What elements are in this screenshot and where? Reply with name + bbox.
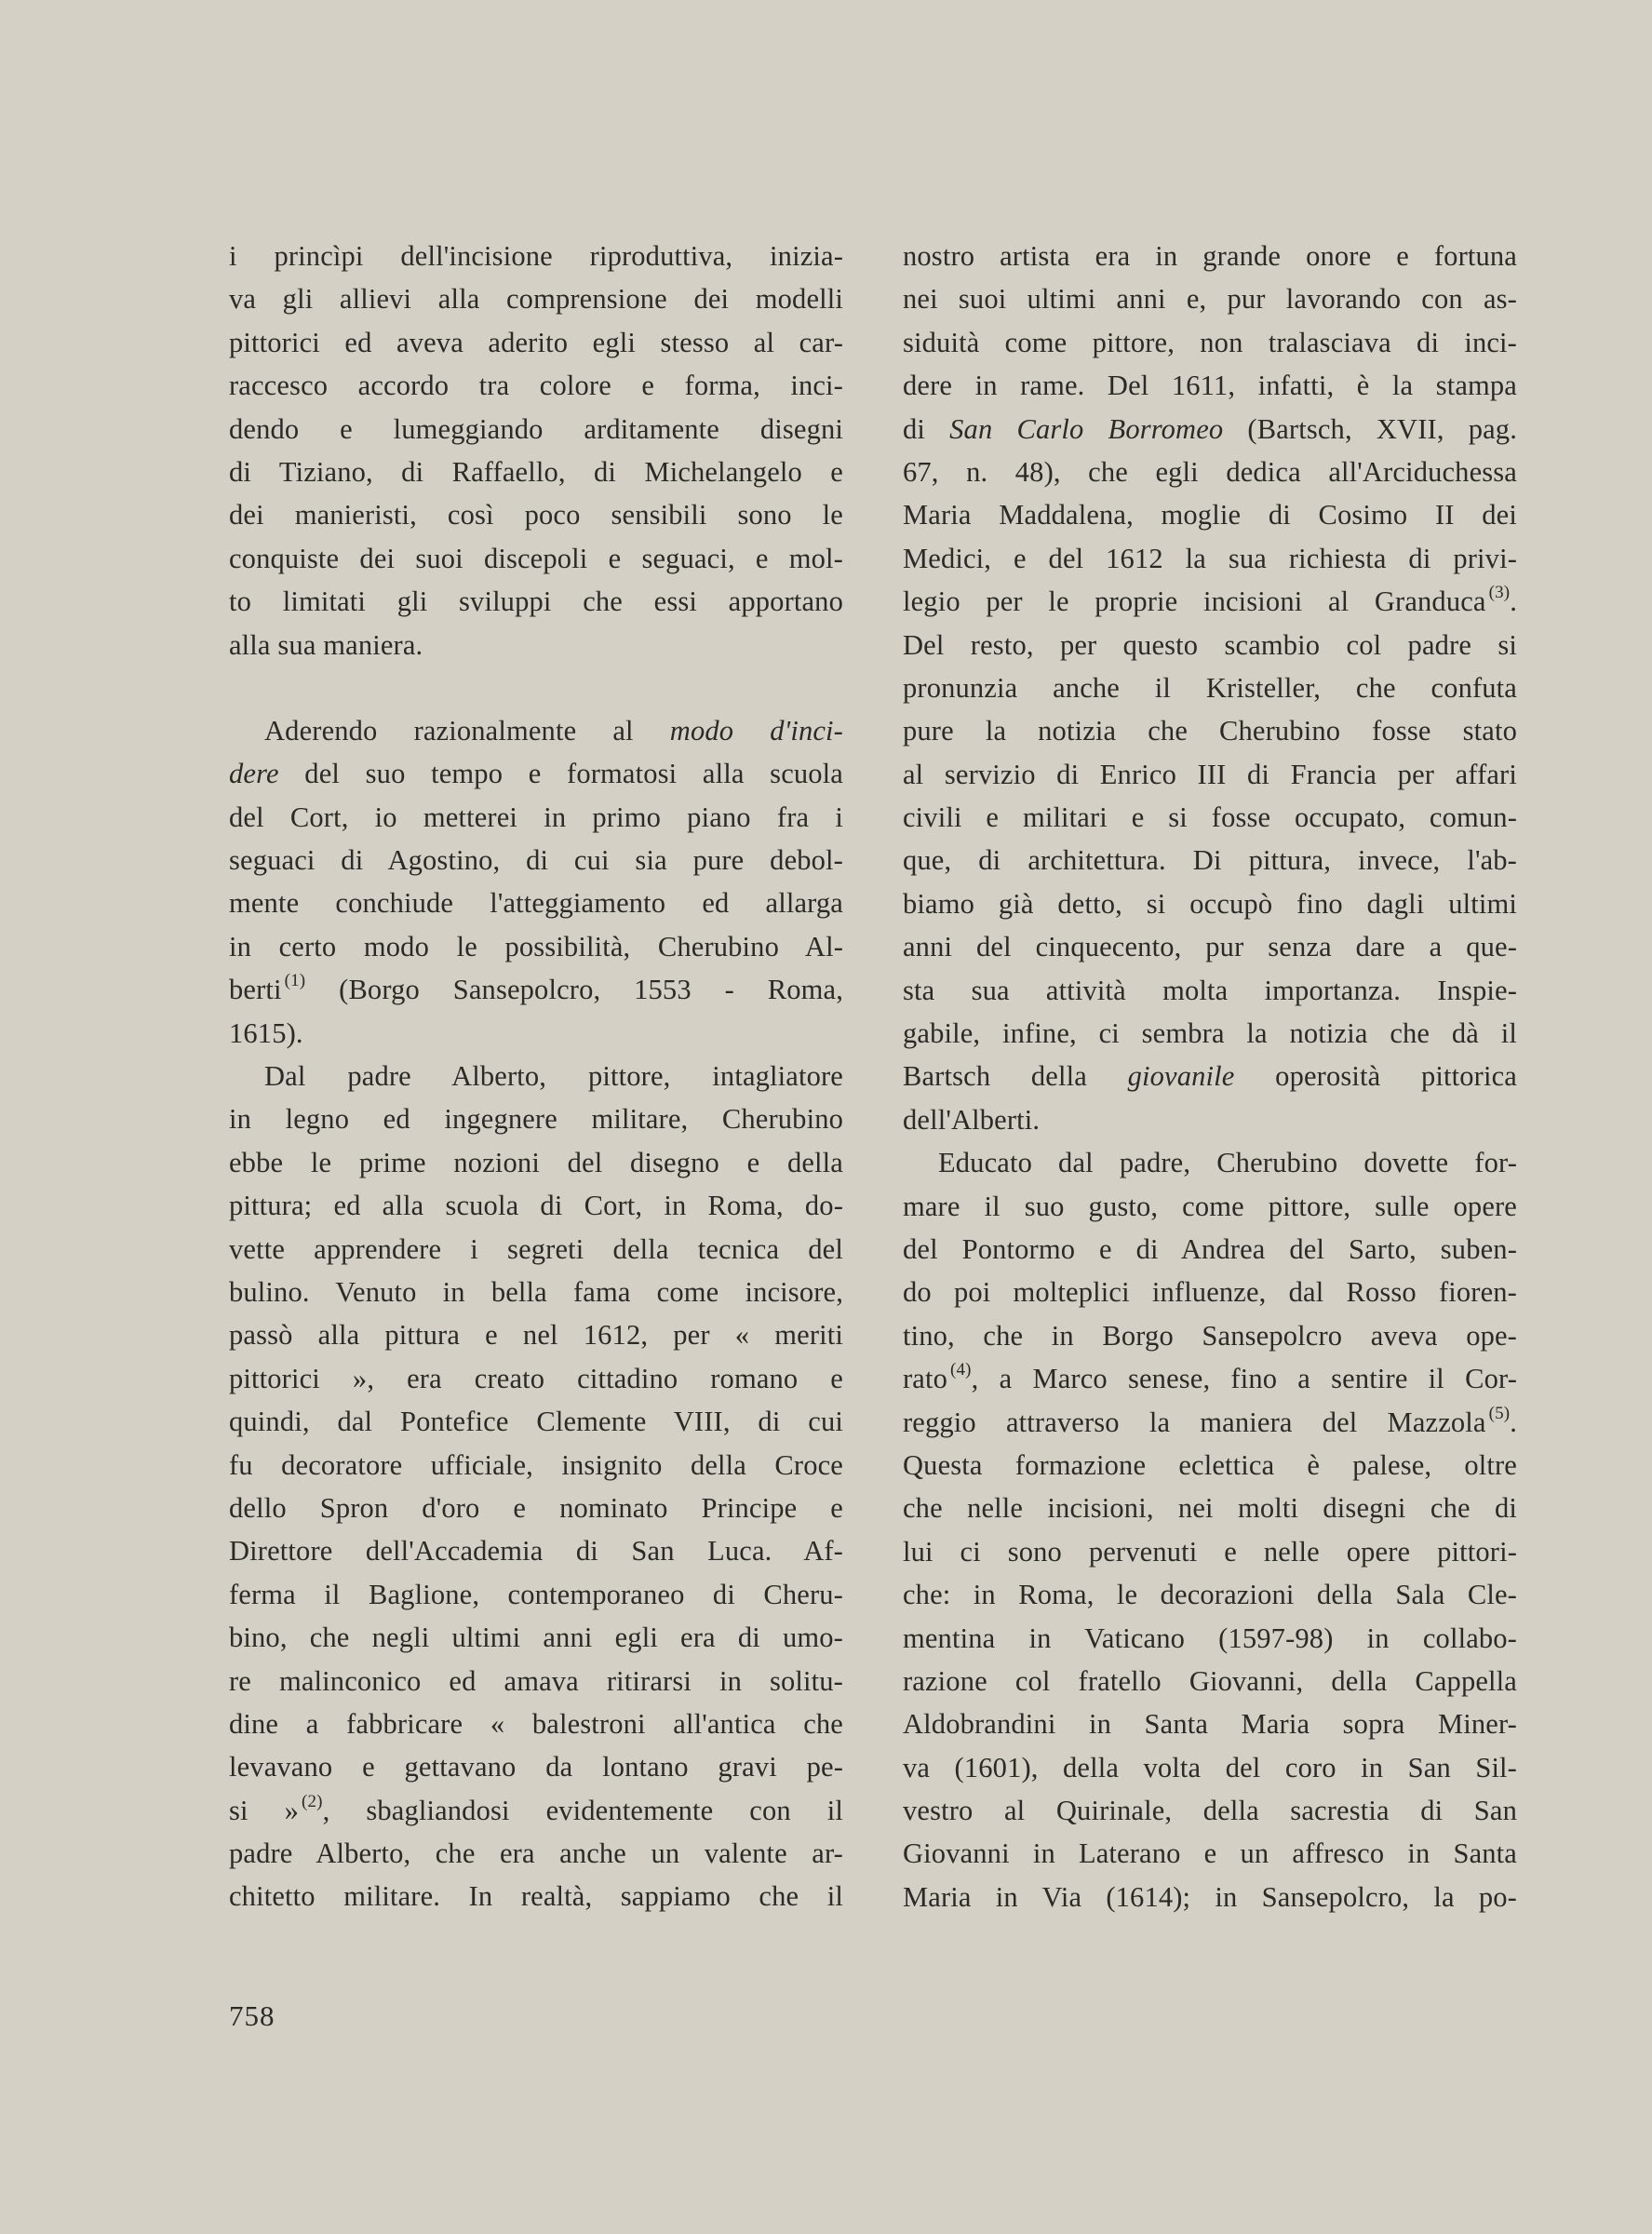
text-span: (Bartsch, XVII, pag. (1223, 412, 1517, 445)
text-line: mente conchiude l'atteggiamento ed allarga (229, 887, 843, 920)
italic-title: San Carlo Borromeo (949, 412, 1224, 445)
text-line: gabile, infine, ci sembra la notizia che dà il (903, 1017, 1517, 1050)
text-line: mentina in Vaticano (1597-98) in collabo- (903, 1622, 1517, 1654)
text-line: pittorici », era creato cittadino romano e (229, 1362, 843, 1394)
text-line: civili e militari e si fosse occupato, comun- (903, 801, 1517, 834)
text-span: , a Marco senese, fino a sentire il Cor- (971, 1363, 1517, 1395)
text-line: levavano e gettavano da lontano gravi pe- (229, 1751, 843, 1783)
text-line (229, 709, 843, 752)
text-line: bulino. Venuto in bella fama come incisore, (229, 1275, 843, 1308)
text-span: rato (903, 1363, 948, 1395)
text-span: , sbagliandosi evidentemente con il (322, 1794, 843, 1826)
text-line: raccesco accordo tra colore e forma, inci- (229, 370, 843, 402)
text-span: . (1510, 585, 1517, 618)
text-line: mare il suo gusto, come pittore, sulle opere (903, 1190, 1517, 1222)
footnote-ref: (4) (950, 1360, 972, 1380)
text-line: biamo già detto, si occupò fino dagli ultimi (903, 887, 1517, 920)
page-number: 758 (229, 1999, 275, 2032)
text-line: 1615). (229, 1016, 303, 1049)
text-line: ferma il Baglione, contemporaneo di Cheru- (229, 1578, 843, 1610)
text-line: del Pontormo e di Andrea del Sarto, suben- (903, 1232, 1517, 1265)
text-line: i princìpi dell'incisione riproduttiva, inizia- (229, 240, 843, 272)
text-line: al servizio di Enrico III di Francia per affari (903, 758, 1517, 790)
text-line: Maria Maddalena, moglie di Cosimo II dei (903, 499, 1517, 532)
text-line: vette apprendere i segreti della tecnica del (229, 1232, 843, 1265)
text-line: sta sua attività molta importanza. Inspie- (903, 974, 1517, 1006)
text-line: dello Spron d'oro e nominato Principe e (229, 1491, 843, 1524)
text-line: to limitati gli sviluppi che essi apportano (229, 585, 843, 618)
text-line: bino, che negli ultimi anni egli era di umo- (229, 1622, 843, 1654)
text-line: Aldobrandini in Santa Maria sopra Miner- (903, 1708, 1517, 1741)
text-span: operosità pittorica (1234, 1060, 1517, 1093)
italic-term: modo d'inci- (669, 714, 843, 747)
text-line (229, 1789, 843, 1832)
text-line (229, 968, 843, 1011)
text-line: Del resto, per questo scambio col padre si (903, 628, 1517, 661)
text-line: chitetto militare. In realtà, sappiamo che il (229, 1880, 843, 1913)
text-span: si » (229, 1794, 299, 1826)
text-line: del Cort, io metterei in primo piano fra i (229, 801, 843, 833)
text-line: pronunzia anche il Kristeller, che confuta (903, 671, 1517, 704)
text-line: padre Alberto, che era anche un valente ar- (229, 1837, 843, 1870)
text-line (903, 1055, 1517, 1097)
text-line: passò alla pittura e nel 1612, per « meriti (229, 1319, 843, 1352)
text-line: 67, n. 48), che egli dedica all'Arciduchessa (903, 455, 1517, 488)
text-line: fu decoratore ufficiale, insignito della Croce (229, 1448, 843, 1481)
text-line: quindi, dal Pontefice Clemente VIII, di cui (229, 1406, 843, 1438)
text-line: in certo modo le possibilità, Cherubino Al- (229, 930, 843, 962)
text-line: che: in Roma, le decorazioni della Sala Cle- (903, 1579, 1517, 1611)
text-span: reggio attraverso la maniera del Mazzola (903, 1406, 1486, 1438)
text-line: dendo e lumeggiando arditamente disegni (229, 412, 843, 445)
text-line: pittura; ed alla scuola di Cort, in Roma, do- (229, 1190, 843, 1222)
text-line: dere in rame. Del 1611, infatti, è la stampa (903, 370, 1517, 402)
text-line: Medici, e del 1612 la sua richiesta di privi- (903, 542, 1517, 574)
text-line: re malinconico ed amava ritirarsi in solitu- (229, 1664, 843, 1697)
text-line: dell'Alberti. (903, 1103, 1041, 1136)
text-line: di Tiziano, di Raffaello, di Michelangelo e (229, 455, 843, 488)
text-line: Giovanni in Laterano e un affresco in Santa (903, 1837, 1517, 1870)
text-line: ebbe le prime nozioni del disegno e della (229, 1146, 843, 1178)
text-line: anni del cinquecento, pur senza dare a que- (903, 931, 1517, 963)
text-line: in legno ed ingegnere militare, Cherubino (229, 1103, 843, 1136)
text-line: Maria in Via (1614); in Sansepolcro, la po- (903, 1880, 1517, 1913)
text-line: Dal padre Alberto, pittore, intagliatore (264, 1060, 843, 1093)
text-line: tino, che in Borgo Sansepolcro aveva ope- (903, 1319, 1517, 1352)
text-line (229, 752, 843, 795)
text-line: nostro artista era in grande onore e fortuna (903, 240, 1517, 272)
text-line: pittorici ed aveva aderito egli stesso al car- (229, 326, 843, 358)
text-span: del suo tempo e formatosi alla scuola (278, 758, 843, 790)
paragraph-gap (229, 666, 843, 709)
text-line: dine a fabbricare « balestroni all'antica che (229, 1707, 843, 1740)
text-line: do poi molteplici influenze, dal Rosso fioren- (903, 1276, 1517, 1309)
text-span: di (903, 412, 950, 445)
text-line: nei suoi ultimi anni e, pur lavorando con as- (903, 283, 1517, 316)
text-line: razione col fratello Giovanni, della Cappella (903, 1664, 1517, 1697)
text-line: va (1601), della volta del coro in San Sil- (903, 1751, 1517, 1783)
text-line: siduità come pittore, non tralasciava di inci- (903, 326, 1517, 358)
text-span: legio per le proprie incisioni al Granduca (903, 585, 1486, 618)
text-line: alla sua maniera. (229, 628, 423, 661)
italic-term: giovanile (1127, 1060, 1235, 1093)
text-span: Aderendo razionalmente al (264, 714, 670, 747)
text-line (903, 1357, 1517, 1400)
text-line: Questa formazione eclettica è palese, oltre (903, 1448, 1517, 1481)
footnote-ref: (5) (1488, 1403, 1511, 1423)
text-line: conquiste dei suoi discepoli e seguaci, e mol- (229, 542, 843, 574)
text-span: berti (229, 974, 282, 1006)
footnote-ref: (3) (1488, 583, 1511, 603)
text-line: seguaci di Agostino, di cui sia pure debol- (229, 844, 843, 877)
text-line: lui ci sono pervenuti e nelle opere pittori- (903, 1535, 1517, 1568)
text-line: che nelle incisioni, nei molti disegni che di (903, 1492, 1517, 1525)
text-span: Bartsch della (903, 1060, 1128, 1093)
text-line (903, 408, 1517, 451)
italic-term: dere (229, 758, 279, 790)
text-line (903, 580, 1517, 623)
text-span: (Borgo Sansepolcro, 1553 - Roma, (305, 974, 843, 1006)
text-line: vestro al Quirinale, della sacrestia di San (903, 1795, 1517, 1827)
left-column (229, 235, 843, 1918)
text-line: Educato dal padre, Cherubino dovette for- (938, 1147, 1517, 1179)
text-line: Direttore dell'Accademia di San Luca. Af- (229, 1535, 843, 1568)
text-line: pure la notizia che Cherubino fosse stato (903, 715, 1517, 747)
text-line: dei manieristi, così poco sensibili sono le (229, 499, 843, 532)
text-line: que, di architettura. Di pittura, invece, l'ab- (903, 844, 1517, 877)
footnote-ref: (1) (284, 971, 306, 991)
right-column (903, 235, 1517, 1918)
text-line: va gli allievi alla comprensione dei modelli (229, 283, 843, 316)
text-line (903, 1401, 1517, 1444)
text-span: . (1510, 1406, 1517, 1438)
footnote-ref: (2) (302, 1791, 323, 1811)
